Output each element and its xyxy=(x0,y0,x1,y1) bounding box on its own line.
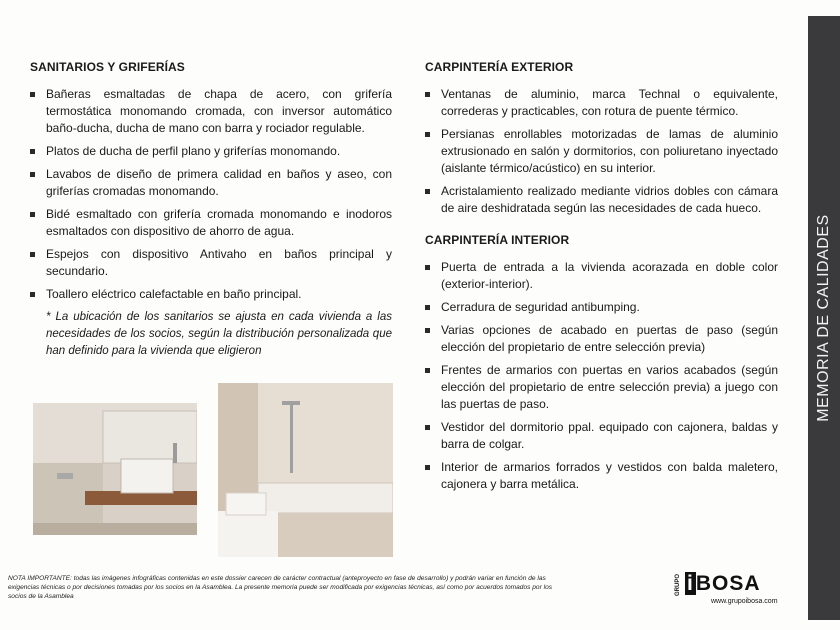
section-heading-carpinteria-interior: CARPINTERÍA INTERIOR xyxy=(425,233,570,247)
carpinteria-interior-section xyxy=(425,233,778,493)
important-note: NOTA IMPORTANTE: todas las imágenes infográficas contenidas en este dossier carecen de carácter contractual (anteproyecto en fase de desarrollo) y podrán variar en función de las exigencias técnicas o por decisiones tomadas por los socios en la Asamblea. La presente memoria puede ser modificada por exigencias técnicas, así como por acuerdos tomados por los socios de la Asamblea xyxy=(8,575,553,600)
logo-url: www.grupoibosa.com xyxy=(711,598,778,605)
list-item: Toallero eléctrico calefactable en baño principal. xyxy=(30,286,392,303)
grupo-ibosa-logo xyxy=(675,566,785,608)
list-item: Vestidor del dormitorio ppal. equipado con cajonera, baldas y barra de colgar. xyxy=(425,419,778,453)
sidebar-title: MEMORIA DE CALIDADES xyxy=(815,214,832,422)
list-item: Varias opciones de acabado en puertas de paso (según elección del propietario de entre selección previa) xyxy=(425,322,778,356)
list-item: Ventanas de aluminio, marca Technal o equivalente, correderas y practicables, con rotura de puente térmico. xyxy=(425,86,778,120)
logo-wordmark xyxy=(685,572,761,596)
list-item: Interior de armarios forrados y vestidos con balda maletero, cajonera y barra metálica. xyxy=(425,459,778,493)
logo-i-mark: i xyxy=(687,572,694,595)
right-column xyxy=(425,60,778,499)
logo-grupo-label: GRUPO xyxy=(675,573,681,596)
section-heading-sanitarios: SANITARIOS Y GRIFERÍAS xyxy=(30,60,185,74)
list-item: Persianas enrollables motorizadas de lamas de aluminio extrusionado en salón y dormitorios, con poliuretano inyectado (aislante térmico/acústico) en su interior. xyxy=(425,126,778,177)
list-item: Platos de ducha de perfil plano y griferías monomando. xyxy=(30,143,392,160)
carpinteria-interior-list xyxy=(425,259,778,493)
list-item: Lavabos de diseño de primera calidad en baños y aseo, con griferías cromadas monomando. xyxy=(30,166,392,200)
list-item: Bidé esmaltado con grifería cromada monomando e inodoros esmaltados con dispositivo de ahorro de agua. xyxy=(30,206,392,240)
list-item: Espejos con dispositivo Antivaho en baños principal y secundario. xyxy=(30,246,392,280)
list-item: Bañeras esmaltadas de chapa de acero, con grifería termostática monomando cromada, con inversor automático baño-ducha, ducha de mano con barra y rociador regulable. xyxy=(30,86,392,137)
list-item: Acristalamiento realizado mediante vidrios dobles con cámara de aire deshidratada según las necesidades de cada hueco. xyxy=(425,183,778,217)
list-item: Puerta de entrada a la vivienda acorazada en doble color (exterior-interior). xyxy=(425,259,778,293)
sidebar-banner xyxy=(808,16,840,620)
left-column xyxy=(30,60,392,360)
section-heading-carpinteria-exterior: CARPINTERÍA EXTERIOR xyxy=(425,60,574,74)
list-item: Frentes de armarios con puertas en varios acabados (según elección del propietario de entre selección previa) a juego con las puertas de paso. xyxy=(425,362,778,413)
sanitarios-note: * La ubicación de los sanitarios se ajusta en cada vivienda a las necesidades de los socios, según la distribución personalizada que han definido para la vivienda que eligieron xyxy=(46,311,392,357)
logo-name: BOSA xyxy=(695,572,761,595)
list-item: Cerradura de seguridad antibumping. xyxy=(425,299,778,316)
bathroom-shower-photo xyxy=(218,383,393,557)
sanitarios-list xyxy=(30,86,392,303)
bathroom-shower-illustration xyxy=(218,383,393,557)
carpinteria-exterior-list xyxy=(425,86,778,217)
bathroom-sink-photo xyxy=(33,403,197,535)
bathroom-sink-illustration xyxy=(33,403,197,535)
